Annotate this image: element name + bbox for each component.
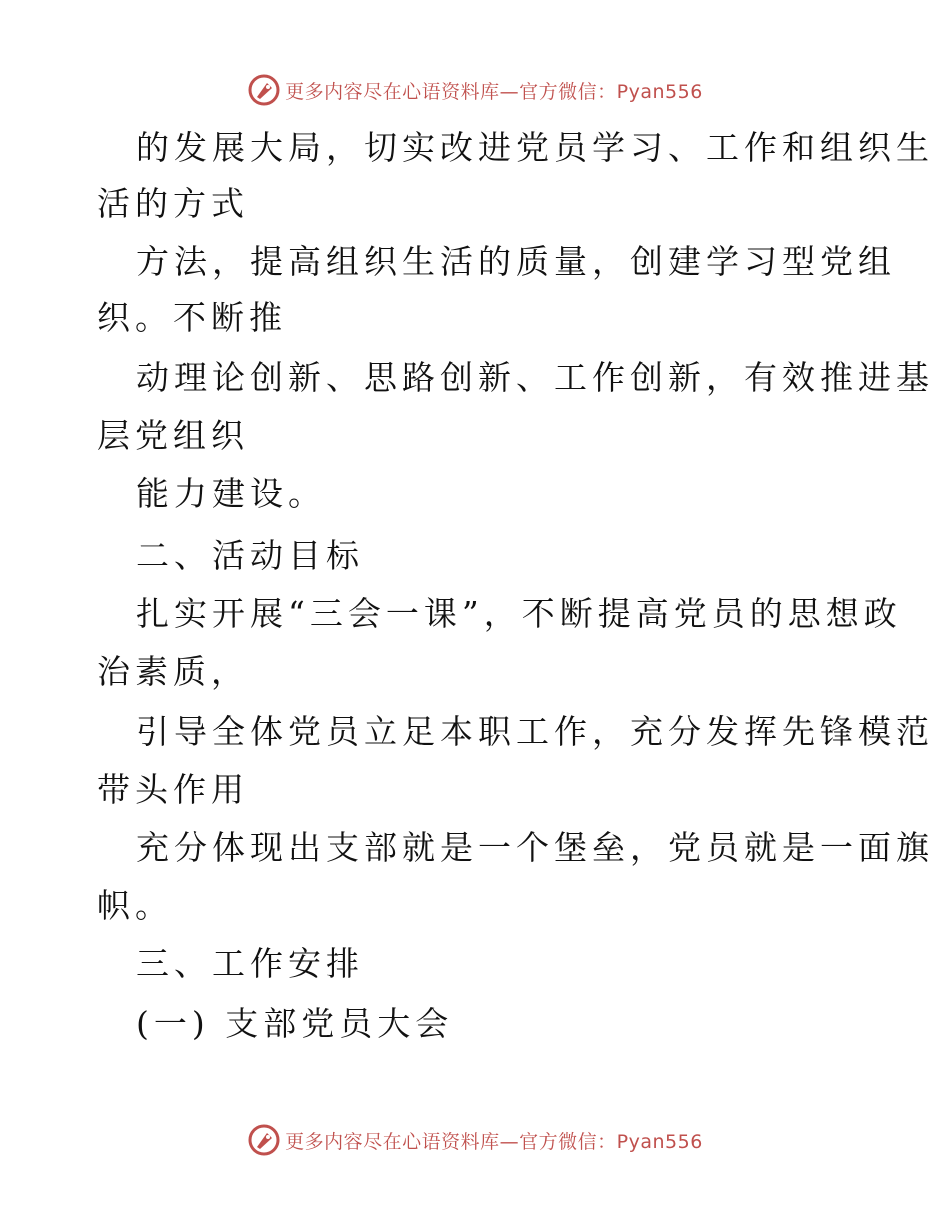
- paragraph-line: 扎实开展“三会一课”，不断提高党员的思想政: [136, 594, 902, 633]
- paragraph-line: 帜。: [97, 886, 173, 925]
- paragraph-line: 动理论创新、思路创新、工作创新，有效推进基: [136, 358, 934, 397]
- paragraph-line: 层党组织: [97, 416, 249, 455]
- section-heading: 二、活动目标: [136, 536, 364, 575]
- paragraph-line: 的发展大局，切实改进党员学习、工作和组织生: [136, 128, 934, 167]
- paragraph-line: 引导全体党员立足本职工作，充分发挥先锋模范: [136, 712, 934, 751]
- paragraph-line: 充分体现出支部就是一个堡垒，党员就是一面旗: [136, 828, 934, 867]
- paragraph-line: 活的方式: [97, 184, 249, 223]
- watermark-text: 更多内容尽在心语资料库—官方微信：Pyan556: [285, 1130, 703, 1153]
- paragraph-line: 织。不断推: [97, 298, 287, 337]
- paragraph-line: 能力建设。: [136, 474, 326, 513]
- paragraph-line: 治素质，: [97, 652, 249, 691]
- footer-watermark: [0, 1120, 950, 1160]
- header-watermark: [0, 70, 950, 110]
- paragraph-line: 方法，提高组织生活的质量，创建学习型党组: [136, 242, 896, 281]
- pen-nib-logo-icon: [247, 73, 281, 107]
- paragraph-line: 带头作用: [97, 770, 249, 809]
- subsection-heading: (一) 支部党员大会: [136, 1004, 454, 1043]
- watermark-text: 更多内容尽在心语资料库—官方微信：Pyan556: [285, 80, 703, 103]
- pen-nib-logo-icon: [247, 1123, 281, 1157]
- section-heading: 三、工作安排: [136, 944, 364, 983]
